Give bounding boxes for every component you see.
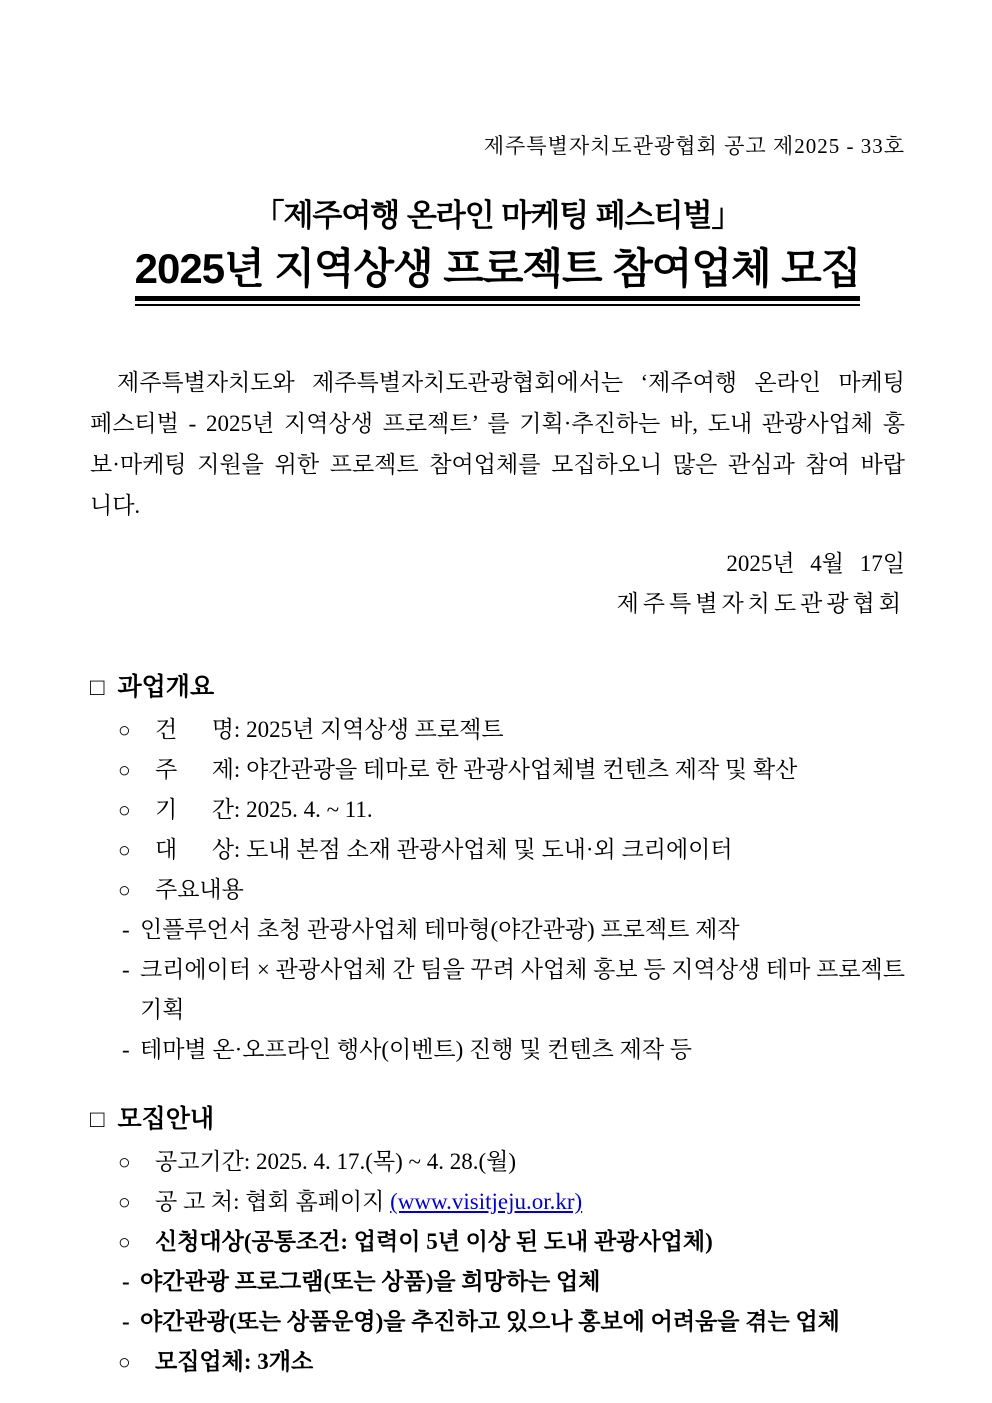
list-item-notice-place	[90, 1182, 905, 1222]
overview-items	[90, 710, 911, 1070]
dash-bullet-icon: -	[122, 917, 130, 942]
circle-bullet-icon: ○	[118, 1350, 131, 1374]
circle-bullet-icon: ○	[118, 878, 131, 902]
sub-item-influencer	[90, 910, 905, 950]
section-recruit	[90, 1102, 905, 1382]
sub-item-text: 야간관광 프로그램(또는 상품)을 희망하는 업체	[140, 1269, 601, 1294]
list-item-period	[90, 790, 905, 830]
section-recruit-title: 모집안내	[117, 1106, 215, 1133]
document-title: 2025년 지역상생 프로젝트 참여업체 모집	[135, 244, 861, 301]
circle-bullet-icon: ○	[118, 718, 131, 742]
title-row	[90, 244, 905, 306]
list-item-notice-period	[90, 1142, 905, 1182]
sub-item-creator-team	[90, 950, 911, 1030]
list-item-text: 건 명: 2025년 지역상생 프로젝트	[155, 717, 504, 742]
list-item-text: 주요내용	[155, 877, 244, 902]
sub-item-wishing-business	[90, 1262, 905, 1302]
sub-item-text: 야간관광(또는 상품운영)을 추진하고 있으나 홍보에 어려움을 겪는 업체	[140, 1309, 840, 1334]
list-item-text: 신청대상(공통조건: 업력이 5년 이상 된 도내 관광사업체)	[155, 1229, 713, 1254]
list-item-text	[155, 1182, 905, 1222]
section-overview-title: 과업개요	[117, 674, 215, 701]
list-item-text: 공고기간: 2025. 4. 17.(목) ~ 4. 28.(월)	[155, 1149, 517, 1174]
sub-item-struggling-business	[90, 1302, 905, 1342]
dash-bullet-icon: -	[122, 1269, 130, 1294]
sub-item-text: 크리에이터 × 관광사업체 간 팀을 꾸려 사업체 홍보 등 지역상생 테마 프로젝트 기획	[140, 957, 911, 1022]
list-item-text: 기 간: 2025. 4. ~ 11.	[155, 797, 373, 822]
circle-bullet-icon: ○	[118, 1190, 131, 1214]
intro-paragraph: 제주특별자치도와 제주특별자치도관광협회에서는 ‘제주여행 온라인 마케팅 페스티벌 - 2025년 지역상생 프로젝트’ 를 기획·추진하는 바, 도내 관광사업체 홍보·마케팅 지원을 위한 프로젝트 참여업체를 모집하오니 많은 관심과 참여 바랍니다.	[90, 370, 905, 518]
circle-bullet-icon: ○	[118, 798, 131, 822]
list-item-project-name	[90, 710, 905, 750]
dash-bullet-icon: -	[122, 1309, 130, 1334]
notice-place-label: 공 고 처: 협회 홈페이지	[155, 1189, 391, 1214]
dash-bullet-icon: -	[122, 1037, 130, 1062]
homepage-link[interactable]: (www.visitjeju.or.kr)	[390, 1189, 583, 1214]
section-recruit-heading	[90, 1102, 905, 1138]
announcement-date: 2025년 4월 17일	[726, 551, 905, 576]
issuing-organization: 제주특별자치도관광협회	[616, 591, 905, 616]
circle-bullet-icon: ○	[118, 758, 131, 782]
list-item-text: 주 제: 야간관광을 테마로 한 관광사업체별 컨텐츠 제작 및 확산	[155, 757, 798, 782]
square-bullet-icon: □	[90, 675, 105, 701]
section-overview	[90, 670, 911, 1070]
list-item-target	[90, 830, 905, 870]
list-item-eligibility	[90, 1222, 905, 1262]
section-overview-heading	[90, 670, 905, 706]
title-underline	[135, 244, 861, 306]
sub-item-text: 테마별 온·오프라인 행사(이벤트) 진행 및 컨텐츠 제작 등	[140, 1037, 693, 1062]
recruit-items	[90, 1142, 905, 1382]
sub-item-text: 인플루언서 초청 관광사업체 테마형(야간관광) 프로젝트 제작	[140, 917, 740, 942]
circle-bullet-icon: ○	[118, 838, 131, 862]
document-subtitle: 「제주여행 온라인 마케팅 페스티벌」	[253, 198, 742, 233]
list-item-theme	[90, 750, 905, 790]
doc-number: 제주특별자치도관광협회 공고 제2025 - 33호	[483, 134, 905, 158]
list-item-main-content	[90, 870, 905, 910]
square-bullet-icon: □	[90, 1107, 105, 1133]
circle-bullet-icon: ○	[118, 1150, 131, 1174]
list-item-text: 대 상: 도내 본점 소재 관광사업체 및 도내·외 크리에이터	[155, 837, 733, 862]
list-item-text: 모집업체: 3개소	[155, 1349, 314, 1374]
dash-bullet-icon: -	[122, 957, 130, 982]
sub-item-events	[90, 1030, 905, 1070]
list-item-recruit-count	[90, 1342, 905, 1382]
circle-bullet-icon: ○	[118, 1230, 131, 1254]
